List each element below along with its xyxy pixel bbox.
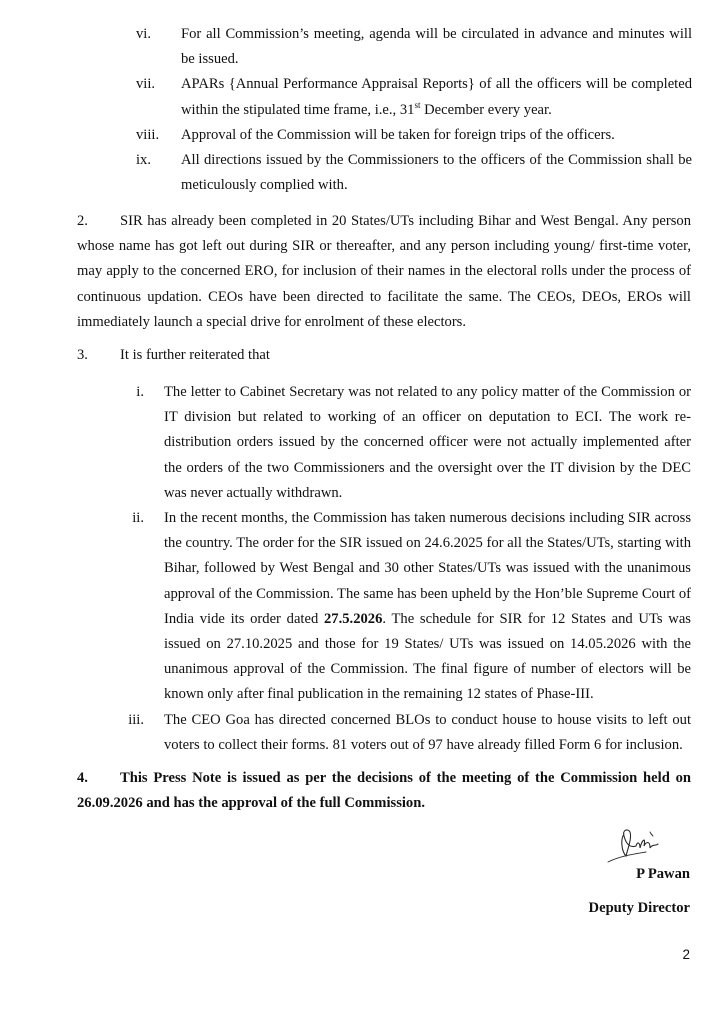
item-number: ix. — [136, 152, 151, 169]
list-item — [128, 506, 691, 708]
list-item — [136, 72, 692, 122]
item-text: For all Commission’s meeting, agenda will be circulated in advance and minutes will be issued. — [181, 26, 692, 68]
signatory-designation: Deputy Director — [588, 900, 690, 916]
ordinal-suffix: st — [414, 99, 421, 110]
list-item — [136, 123, 692, 148]
item-text: The letter to Cabinet Secretary was not related to any policy matter of the Commission or IT division but related to working of an officer on deputation to ECI. The work re-distribution orders issued by the concerned officer were not actually implemented after the orders of the two Commissioners and the oversight over the IT division by the DEC was never actually withdrawn. — [164, 384, 691, 501]
paragraph-number: 2. — [77, 213, 88, 229]
list-item — [136, 22, 692, 72]
paragraph-number: 4. — [77, 770, 88, 786]
page-number: 2 — [682, 947, 690, 962]
item-text: The CEO Goa has directed concerned BLOs to conduct house to house visits to left out voters to collect their forms. 81 voters out of 97 have already filled Form 6 for inclusion. — [164, 711, 691, 753]
item-text: All directions issued by the Commissioners to the officers of the Commission shall be meticulously complied with. — [181, 152, 692, 194]
item-text-start: APARs {Annual Performance Appraisal Reports} of all the officers will be completed within the stipulated time frame, i.e., 31 — [181, 76, 692, 118]
paragraph-text: This Press Note is issued as per the decisions of the meeting of the Commission held on 26.09.2026 and has the approval of the full Commission. — [77, 770, 691, 812]
item-number: vi. — [136, 26, 151, 42]
item-text-start: In the recent months, the Commission has taken numerous decisions including SIR across the country. The order for the SIR issued on 24.6.2025 for all the States/UTs, starting with Bihar, followed by West Bengal and 30 other States/UTs was issued with the unanimous approval of the Commission. The same has been upheld by the Hon’ble Supreme Court of India vide its order dated — [164, 510, 691, 627]
list-item — [128, 380, 691, 506]
item-number: vii. — [136, 76, 156, 93]
item-number: i. — [136, 384, 144, 400]
paragraph-3-intro — [77, 343, 691, 368]
commitments-list — [136, 22, 692, 198]
item-number: ii. — [132, 510, 144, 527]
item-text: Approval of the Commission will be taken for foreign trips of the officers. — [181, 126, 615, 143]
paragraph-4 — [77, 766, 691, 816]
order-date: 27.5.2026 — [324, 610, 383, 627]
paragraph-text: SIR has already been completed in 20 States/UTs including Bihar and West Bengal. Any person whose name has got left out during SIR or thereafter, and any person including young/ first-time voter, may apply to the concerned ERO, for inclusion of their names in the electoral rolls under the process of continuous updation. CEOs have been directed to facilitate the same. The CEOs, DEOs, EROs will immediately launch a special drive for enrolment of these electors. — [77, 213, 691, 330]
item-text-end: December every year. — [420, 101, 552, 118]
item-text-end: . The schedule for SIR for 12 States and UTs was issued on 27.10.2025 and those for 19 States/ UTs was issued on 14.05.2026 with the unanimous approval of the Commission. The final figure of number of electors will be known only after final publication in the remaining 12 states of Phase-III. — [164, 610, 691, 703]
paragraph-number: 3. — [77, 347, 88, 363]
signatory-name: P Pawan — [636, 866, 690, 882]
item-number: viii. — [136, 126, 160, 143]
reiterated-points-list — [128, 380, 691, 758]
item-number: iii. — [128, 711, 144, 728]
list-item — [128, 708, 691, 758]
paragraph-text: It is further reiterated that — [120, 347, 270, 363]
list-item — [136, 148, 692, 198]
paragraph-2 — [77, 209, 691, 335]
